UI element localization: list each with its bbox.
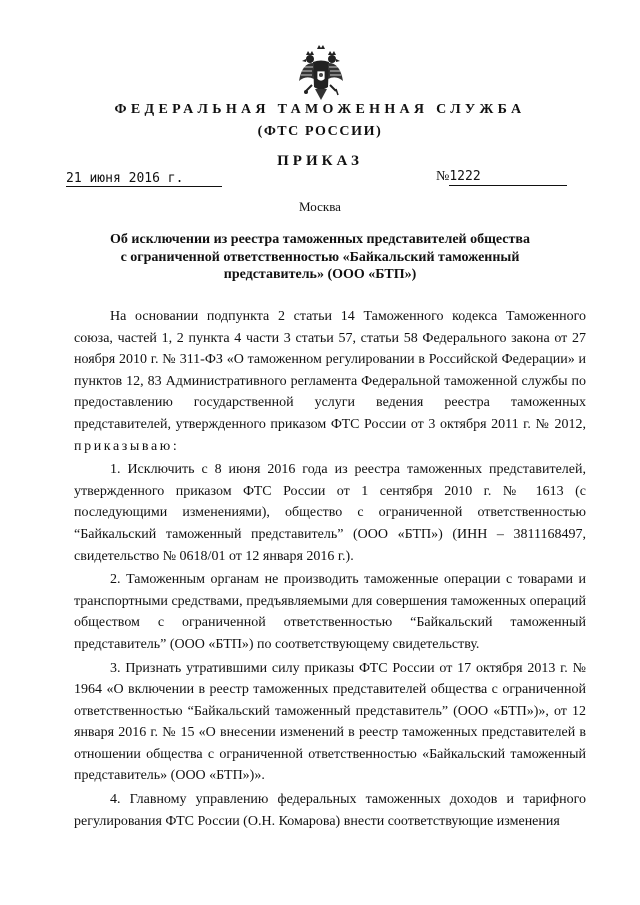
document-date: 21 июня 2016 г. bbox=[66, 171, 222, 187]
intro-end: : bbox=[172, 438, 177, 454]
agency-name: ФЕДЕРАЛЬНАЯ ТАМОЖЕННАЯ СЛУЖБА bbox=[114, 102, 526, 117]
document-body bbox=[74, 306, 586, 834]
number-sign: № bbox=[436, 169, 450, 184]
number-value: 1222 bbox=[449, 169, 567, 186]
order-word: приказываю bbox=[74, 438, 173, 454]
item-paragraph: 2. Таможенным органам не производить таможенные операции с товарами и транспортными средствами, предъявляемыми для совершения таможенных операций обществом с ограниченной ответственностью “Байкальский таможенный представитель” (ООО «БТП») по соответствующему свидетельству. bbox=[74, 572, 586, 652]
intro-paragraph bbox=[74, 306, 586, 457]
double-headed-eagle-emblem-icon bbox=[298, 45, 344, 103]
item-paragraph: 1. Исключить с 8 июня 2016 года из реестра таможенных представителей, утвержденного приказом ФТС России от 1 сентября 2010 г. № 1613 (с последующими изменениями), общество с ограниченной ответственностью “Байкальский таможенный представитель” (ООО «БТП») (ИНН – 3811168497, свидетельство № 0618/01 от 12 января 2016 г.). bbox=[74, 462, 586, 564]
document-city: Москва bbox=[299, 199, 341, 214]
document-type: ПРИКАЗ bbox=[277, 153, 363, 169]
agency-short-name: (ФТС РОССИИ) bbox=[257, 124, 383, 139]
item-paragraph: 4. Главному управлению федеральных таможенных доходов и тарифного регулирования ФТС России (О.Н. Комарова) внести соответствующие изменения bbox=[74, 792, 586, 829]
intro-text: На основании подпункта 2 статьи 14 Таможенного кодекса Таможенного союза, частей 1, 2 пункта 4 части 3 статьи 57, статьи 58 Федерального закона от 27 ноября 2010 г. № 311-ФЗ «О таможенном регулировании в Российской Федерации» и пунктов 12, 83 Административного регламента Федеральной таможенной службы по предоставлению государственной услуги ведения реестра таможенных представителей, утвержденного приказом ФТС России от 3 октября 2011 г. № 2012, bbox=[74, 309, 586, 432]
document-number bbox=[436, 169, 576, 186]
item-paragraph: 3. Признать утратившими силу приказы ФТС России от 17 октября 2013 г. № 1964 «О включении в реестр таможенных представителей общества с ограниченной ответственностью “Байкальский таможенный представитель” (ООО «БТП»)», от 12 января 2016 г. № 15 «О внесении изменений в реестр таможенных представителей в отношении общества с ограниченной ответственностью «Байкальский таможенный представитель» (ООО «БТП»)». bbox=[74, 660, 586, 784]
document-title: Об исключении из реестра таможенных представителей общества с ограниченной ответственностью «Байкальский таможенный представитель» (ООО «БТП») bbox=[110, 232, 530, 282]
